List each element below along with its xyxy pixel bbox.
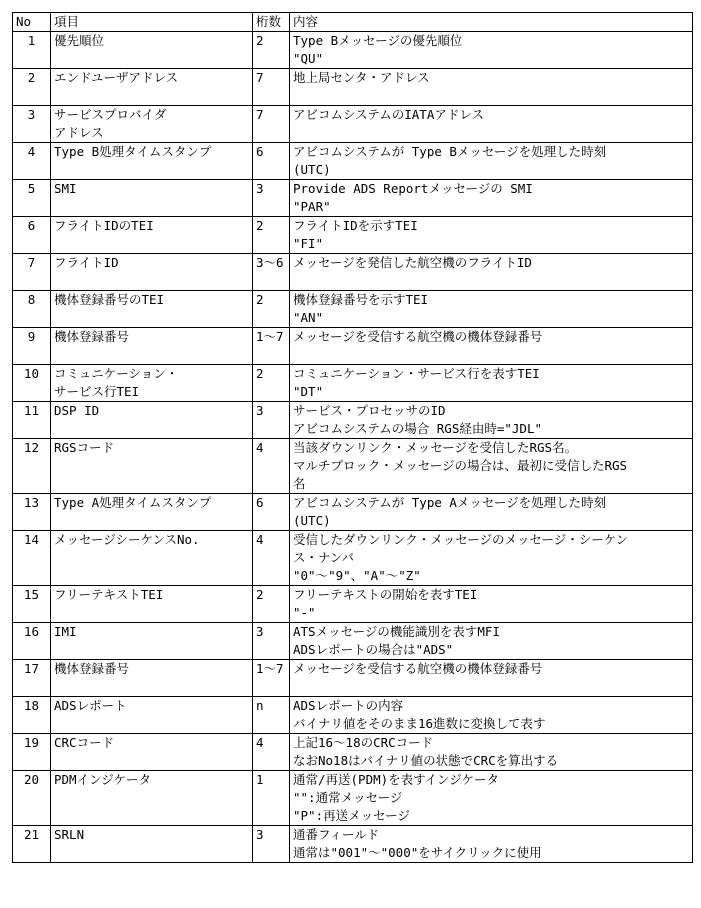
table-row: [13, 253, 693, 290]
content-line: "AN": [293, 309, 324, 325]
content-line: "PAR": [293, 198, 331, 214]
content-line: "DT": [293, 383, 324, 399]
row-number: 21: [13, 825, 51, 862]
table-row: [13, 142, 693, 179]
row-content: [290, 401, 693, 438]
row-content: [290, 438, 693, 493]
content-line: "P":再送メッセージ: [293, 807, 410, 823]
row-number: 19: [13, 733, 51, 770]
table-body: [13, 32, 693, 863]
row-content: [290, 253, 693, 290]
row-item: [51, 290, 253, 327]
item-line: Type B処理タイムスタンプ: [54, 143, 212, 159]
content-line: アビコムシステムのIATAアドレス: [293, 106, 484, 122]
row-item: [51, 69, 253, 106]
spec-table: [12, 12, 693, 863]
item-line: SMI: [54, 180, 77, 196]
table-row: [13, 696, 693, 733]
content-line: ス・ナンバ: [293, 549, 355, 565]
row-item: [51, 696, 253, 733]
item-line: 優先順位: [54, 33, 105, 48]
row-number: 18: [13, 696, 51, 733]
item-line: フリーテキストTEI: [54, 586, 164, 602]
row-item: [51, 733, 253, 770]
row-digits: 4: [253, 733, 290, 770]
row-digits: 3: [253, 179, 290, 216]
row-number: 4: [13, 142, 51, 179]
row-content: [290, 696, 693, 733]
content-line: なおNo18はバイナリ値の状態でCRCを算出する: [293, 752, 559, 768]
row-digits: 1〜7: [253, 659, 290, 696]
row-content: [290, 364, 693, 401]
row-item: [51, 105, 253, 142]
row-digits: 3〜6: [253, 253, 290, 290]
content-line: 当該ダウンリンク・メッセージを受信したRGS名。: [293, 439, 578, 455]
row-content: [290, 216, 693, 253]
row-digits: 7: [253, 69, 290, 106]
content-line: サービス・プロセッサのID: [293, 402, 446, 418]
row-digits: 3: [253, 825, 290, 862]
row-digits: 4: [253, 530, 290, 585]
row-content: [290, 69, 693, 106]
item-line: Type A処理タイムスタンプ: [54, 494, 212, 510]
content-line: (UTC): [293, 161, 331, 177]
item-line: アドレス: [54, 124, 104, 140]
table-row: [13, 69, 693, 106]
row-digits: 2: [253, 364, 290, 401]
table-row: [13, 770, 693, 825]
item-line: ADSレポート: [54, 697, 127, 713]
content-line: ATSメッセージの機能識別を表すMFI: [293, 623, 500, 639]
content-line: "FI": [293, 235, 324, 251]
row-item: [51, 622, 253, 659]
content-line: (UTC): [293, 512, 331, 528]
table-row: [13, 364, 693, 401]
row-number: 12: [13, 438, 51, 493]
row-digits: 1: [253, 770, 290, 825]
row-number: 5: [13, 179, 51, 216]
item-line: DSP ID: [54, 402, 100, 418]
table-row: [13, 32, 693, 69]
row-number: 8: [13, 290, 51, 327]
header-digits: 桁数: [253, 13, 290, 32]
row-content: [290, 530, 693, 585]
content-line: 名: [293, 475, 306, 491]
table-row: [13, 733, 693, 770]
row-digits: 2: [253, 290, 290, 327]
row-digits: 2: [253, 216, 290, 253]
content-line: "":通常メッセージ: [293, 789, 403, 805]
table-row: [13, 493, 693, 530]
row-digits: 2: [253, 32, 290, 69]
row-content: [290, 659, 693, 696]
row-content: [290, 179, 693, 216]
row-number: 15: [13, 585, 51, 622]
row-number: 6: [13, 216, 51, 253]
row-digits: n: [253, 696, 290, 733]
row-digits: 2: [253, 585, 290, 622]
header-row: [13, 13, 693, 32]
item-line: エンドユーザアドレス: [54, 70, 179, 85]
row-number: 13: [13, 493, 51, 530]
table-header: [13, 13, 693, 32]
item-line: フライトIDのTEI: [54, 217, 154, 233]
row-content: [290, 622, 693, 659]
content-line: 通常は"001"〜"000"をサイクリックに使用: [293, 844, 542, 860]
row-item: [51, 32, 253, 69]
item-line: フライトID: [54, 254, 119, 270]
row-item: [51, 364, 253, 401]
row-digits: 3: [253, 401, 290, 438]
row-content: [290, 733, 693, 770]
content-line: Type Bメッセージの優先順位: [293, 33, 463, 48]
table-row: [13, 585, 693, 622]
row-number: 17: [13, 659, 51, 696]
row-item: [51, 216, 253, 253]
row-number: 20: [13, 770, 51, 825]
table-row: [13, 179, 693, 216]
content-line: 通番フィールド: [293, 826, 380, 842]
content-line: 機体登録番号を示すTEI: [293, 291, 429, 307]
table-row: [13, 105, 693, 142]
row-content: [290, 290, 693, 327]
item-line: サービスプロバイダ: [54, 106, 167, 122]
table-row: [13, 327, 693, 364]
item-line: CRCコード: [54, 734, 115, 750]
row-digits: 3: [253, 622, 290, 659]
table-row: [13, 659, 693, 696]
row-item: [51, 253, 253, 290]
row-item: [51, 142, 253, 179]
header-item: 項目: [51, 13, 253, 32]
row-number: 14: [13, 530, 51, 585]
table-row: [13, 530, 693, 585]
row-content: [290, 142, 693, 179]
content-line: "0"〜"9"、"A"〜"Z": [293, 567, 421, 583]
row-content: [290, 493, 693, 530]
table-row: [13, 825, 693, 862]
content-line: 上記16〜18のCRCコード: [293, 734, 434, 750]
row-content: [290, 770, 693, 825]
content-line: "-": [293, 604, 316, 620]
content-line: マルチブロック・メッセージの場合は、最初に受信したRGS: [293, 457, 628, 473]
content-line: Provide ADS Reportメッセージの SMI: [293, 180, 533, 196]
item-line: 機体登録番号のTEI: [54, 291, 165, 307]
row-digits: 4: [253, 438, 290, 493]
content-line: ADSレポートの場合は"ADS": [293, 641, 454, 657]
row-item: [51, 770, 253, 825]
row-digits: 6: [253, 493, 290, 530]
table-row: [13, 216, 693, 253]
row-item: [51, 179, 253, 216]
row-number: 10: [13, 364, 51, 401]
row-content: [290, 105, 693, 142]
content-line: メッセージを受信する航空機の機体登録番号: [293, 660, 543, 676]
row-number: 7: [13, 253, 51, 290]
content-line: バイナリ値をそのまま16進数に変換して表す: [293, 715, 546, 731]
row-number: 2: [13, 69, 51, 106]
content-line: メッセージを受信する航空機の機体登録番号: [293, 328, 543, 344]
item-line: RGSコード: [54, 439, 115, 455]
item-line: サービス行TEI: [54, 383, 140, 399]
item-line: 機体登録番号: [54, 660, 130, 676]
row-number: 9: [13, 327, 51, 364]
content-line: ADSレポートの内容: [293, 697, 404, 713]
row-item: [51, 825, 253, 862]
row-content: [290, 585, 693, 622]
row-digits: 6: [253, 142, 290, 179]
header-content: 内容: [290, 13, 693, 32]
item-line: 機体登録番号: [54, 328, 130, 344]
item-line: SRLN: [54, 826, 85, 842]
content-line: メッセージを発信した航空機のフライトID: [293, 254, 532, 270]
row-number: 11: [13, 401, 51, 438]
row-digits: 1〜7: [253, 327, 290, 364]
content-line: 受信したダウンリンク・メッセージのメッセージ・シーケン: [293, 531, 629, 547]
row-item: [51, 659, 253, 696]
content-line: 通常/再送(PDM)を表すインジケータ: [293, 771, 499, 787]
item-line: コミュニケーション・: [54, 365, 179, 381]
row-number: 16: [13, 622, 51, 659]
content-line: フリーテキストの開始を表すTEI: [293, 586, 478, 602]
header-no: No: [13, 13, 51, 32]
row-digits: 7: [253, 105, 290, 142]
content-line: コミュニケーション・サービス行を表すTEI: [293, 365, 540, 381]
row-item: [51, 401, 253, 438]
row-content: [290, 327, 693, 364]
row-item: [51, 493, 253, 530]
content-line: アビコムシステムの場合 RGS経由時="JDL": [293, 420, 543, 436]
item-line: メッセージシーケンスNo.: [54, 531, 200, 547]
content-line: アビコムシステムが Type Bメッセージを処理した時刻: [293, 143, 607, 159]
table-row: [13, 401, 693, 438]
item-line: PDMインジケータ: [54, 771, 152, 787]
table-row: [13, 290, 693, 327]
row-content: [290, 32, 693, 69]
table-row: [13, 622, 693, 659]
row-number: 3: [13, 105, 51, 142]
content-line: "QU": [293, 51, 324, 66]
row-item: [51, 438, 253, 493]
content-line: 地上局センタ・アドレス: [293, 70, 430, 85]
content-line: アビコムシステムが Type Aメッセージを処理した時刻: [293, 494, 607, 510]
table-row: [13, 438, 693, 493]
row-item: [51, 327, 253, 364]
item-line: IMI: [54, 623, 77, 639]
row-item: [51, 530, 253, 585]
row-number: 1: [13, 32, 51, 69]
row-item: [51, 585, 253, 622]
content-line: フライトIDを示すTEI: [293, 217, 418, 233]
row-content: [290, 825, 693, 862]
